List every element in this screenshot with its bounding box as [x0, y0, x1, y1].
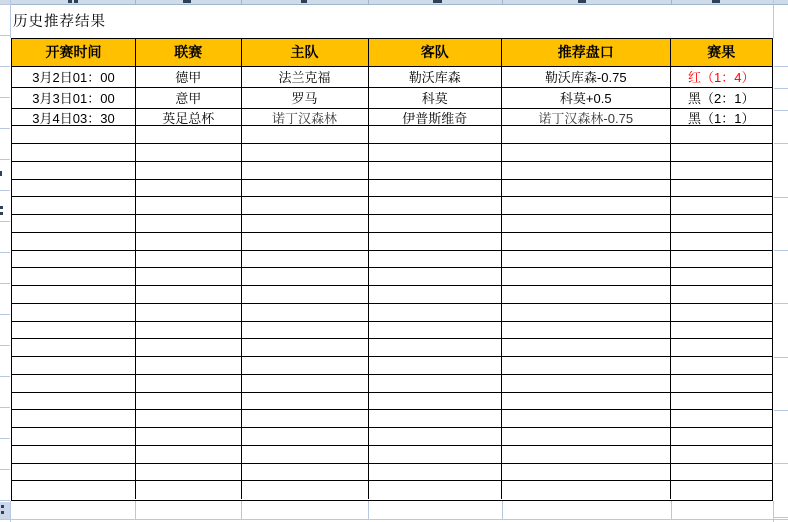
empty-cell-result[interactable]	[671, 322, 773, 339]
empty-cell-recommended-handicap[interactable]	[502, 251, 671, 268]
cell-kickoff-time[interactable]: 3月3日01：00	[12, 88, 136, 108]
cell-home-team[interactable]: 诺丁汉森林	[242, 109, 369, 126]
clipped-text-fragment	[301, 0, 307, 3]
empty-cell-recommended-handicap[interactable]	[502, 410, 671, 427]
cell-away-team[interactable]: 伊普斯维奇	[369, 109, 503, 126]
empty-cell-home-team[interactable]	[242, 286, 369, 303]
empty-cell-kickoff-time[interactable]	[12, 375, 136, 392]
clipped-text-fragment	[578, 0, 586, 3]
empty-cell-kickoff-time[interactable]	[12, 268, 136, 285]
empty-cell-league[interactable]	[136, 126, 242, 143]
empty-cell-result[interactable]	[671, 162, 773, 179]
empty-cell-kickoff-time[interactable]	[12, 322, 136, 339]
gridline	[774, 88, 788, 89]
empty-cell-away-team[interactable]	[369, 286, 503, 303]
cell-result[interactable]: 黑（2：1）	[688, 91, 755, 107]
empty-cell-recommended-handicap[interactable]	[502, 393, 671, 410]
gridline	[0, 66, 10, 67]
gridline	[773, 501, 774, 519]
empty-cell-away-team[interactable]	[369, 268, 503, 285]
empty-row	[12, 162, 772, 180]
empty-cell-league[interactable]	[136, 251, 242, 268]
empty-cell-result[interactable]	[671, 428, 773, 445]
header-cell-result[interactable]: 赛果	[671, 39, 773, 66]
empty-cell-result[interactable]	[671, 464, 773, 481]
recommendation-table	[11, 38, 773, 501]
empty-cell-league[interactable]	[136, 215, 242, 232]
empty-row	[12, 251, 772, 269]
gridline	[0, 345, 10, 346]
empty-cell-league[interactable]	[136, 180, 242, 197]
empty-cell-home-team[interactable]	[242, 197, 369, 214]
empty-cell-away-team[interactable]	[369, 339, 503, 356]
empty-cell-recommended-handicap[interactable]	[502, 428, 671, 445]
empty-cell-league[interactable]	[136, 464, 242, 481]
empty-cell-home-team[interactable]	[242, 375, 369, 392]
empty-cell-league[interactable]	[136, 428, 242, 445]
empty-cell-recommended-handicap[interactable]	[502, 215, 671, 232]
empty-cell-kickoff-time[interactable]	[12, 481, 136, 499]
gridline	[773, 0, 774, 38]
empty-cell-recommended-handicap[interactable]	[502, 322, 671, 339]
empty-cell-result[interactable]	[671, 304, 773, 321]
clipped-text-fragment	[68, 0, 72, 3]
empty-cell-home-team[interactable]	[242, 215, 369, 232]
gridline	[774, 66, 788, 67]
clipped-text-fragment	[74, 0, 78, 3]
empty-row	[12, 446, 772, 464]
empty-cell-away-team[interactable]	[369, 464, 503, 481]
empty-cell-away-team[interactable]	[369, 215, 503, 232]
empty-cell-home-team[interactable]	[242, 464, 369, 481]
empty-cell-result[interactable]	[671, 233, 773, 250]
cell-home-team[interactable]: 法兰克福	[242, 67, 369, 87]
clipped-text-fragment	[433, 0, 442, 3]
header-cell-kickoff-time[interactable]: 开赛时间	[12, 39, 136, 66]
empty-cell-kickoff-time[interactable]	[12, 410, 136, 427]
empty-cell-away-team[interactable]	[369, 304, 503, 321]
gridline	[502, 501, 503, 519]
match-row	[12, 109, 772, 127]
empty-cell-league[interactable]	[136, 357, 242, 374]
empty-row	[12, 144, 772, 162]
gridline	[0, 407, 10, 408]
empty-cell-recommended-handicap[interactable]	[502, 339, 671, 356]
gridline	[135, 501, 136, 519]
empty-cell-home-team[interactable]	[242, 251, 369, 268]
empty-cell-result[interactable]	[671, 446, 773, 463]
cell-away-team[interactable]: 勒沃库森	[369, 67, 503, 87]
cell-kickoff-time[interactable]: 3月4日03：30	[12, 109, 136, 126]
empty-cell-home-team[interactable]	[242, 126, 369, 143]
cell-league[interactable]: 英足总杯	[136, 109, 242, 126]
gridline	[0, 159, 10, 160]
empty-cell-result[interactable]	[671, 357, 773, 374]
empty-cell-recommended-handicap[interactable]	[502, 126, 671, 143]
empty-cell-league[interactable]	[136, 393, 242, 410]
gridline	[0, 376, 10, 377]
clipped-top-row	[0, 0, 788, 5]
empty-cell-league[interactable]	[136, 233, 242, 250]
empty-cell-kickoff-time[interactable]	[12, 286, 136, 303]
empty-cell-kickoff-time[interactable]	[12, 251, 136, 268]
empty-cell-kickoff-time[interactable]	[12, 233, 136, 250]
clipped-text-fragment	[712, 0, 720, 3]
empty-cell-home-team[interactable]	[242, 357, 369, 374]
gridline	[774, 143, 788, 144]
empty-cell-away-team[interactable]	[369, 144, 503, 161]
empty-row	[12, 481, 772, 499]
empty-cell-kickoff-time[interactable]	[12, 197, 136, 214]
gridline	[774, 250, 788, 251]
cell-recommended-handicap[interactable]: 诺丁汉森林-0.75	[502, 109, 671, 126]
clipped-text-fragment	[1, 505, 4, 508]
empty-cell-kickoff-time[interactable]	[12, 446, 136, 463]
empty-cell-away-team[interactable]	[369, 357, 503, 374]
empty-cell-kickoff-time[interactable]	[12, 464, 136, 481]
empty-row	[12, 233, 772, 251]
empty-cell-recommended-handicap[interactable]	[502, 268, 671, 285]
empty-row	[12, 126, 772, 144]
empty-cell-away-team[interactable]	[369, 428, 503, 445]
clipped-text-fragment	[1, 511, 4, 514]
empty-cell-result[interactable]	[671, 375, 773, 392]
empty-cell-away-team[interactable]	[369, 197, 503, 214]
empty-cell-away-team[interactable]	[369, 126, 503, 143]
gridline	[10, 501, 11, 519]
cell-recommended-handicap[interactable]: 科莫+0.5	[502, 88, 671, 108]
empty-cell-recommended-handicap[interactable]	[502, 162, 671, 179]
gridline	[0, 4, 10, 5]
empty-cell-home-team[interactable]	[242, 144, 369, 161]
table-header-row	[12, 39, 772, 67]
gridline	[0, 469, 10, 470]
empty-cell-home-team[interactable]	[242, 428, 369, 445]
header-cell-league[interactable]: 联赛	[136, 39, 242, 66]
empty-row	[12, 357, 772, 375]
clipped-text-fragment	[0, 171, 2, 176]
gridline	[241, 501, 242, 519]
gridline	[774, 110, 788, 111]
gridline	[368, 0, 369, 4]
empty-cell-league[interactable]	[136, 322, 242, 339]
empty-cell-kickoff-time[interactable]	[12, 144, 136, 161]
empty-cell-recommended-handicap[interactable]	[502, 375, 671, 392]
cell-home-team[interactable]: 罗马	[242, 88, 369, 108]
empty-cell-kickoff-time[interactable]	[12, 393, 136, 410]
empty-cell-recommended-handicap[interactable]	[502, 446, 671, 463]
empty-cell-home-team[interactable]	[242, 393, 369, 410]
empty-cell-result[interactable]	[671, 180, 773, 197]
empty-cell-league[interactable]	[136, 410, 242, 427]
empty-row	[12, 393, 772, 411]
empty-row	[12, 286, 772, 304]
empty-cell-recommended-handicap[interactable]	[502, 286, 671, 303]
empty-row	[12, 464, 772, 482]
clipped-text-fragment	[183, 0, 191, 3]
gridline	[774, 303, 788, 304]
empty-cell-result[interactable]	[671, 144, 773, 161]
sheet-title: 历史推荐结果	[13, 14, 106, 30]
gridline	[0, 221, 10, 222]
header-cell-home-team[interactable]: 主队	[242, 39, 369, 66]
empty-cell-league[interactable]	[136, 268, 242, 285]
empty-cell-kickoff-time[interactable]	[12, 428, 136, 445]
empty-row	[12, 180, 772, 198]
empty-cell-away-team[interactable]	[369, 410, 503, 427]
empty-cell-league[interactable]	[136, 144, 242, 161]
empty-cell-home-team[interactable]	[242, 322, 369, 339]
gridline	[671, 0, 672, 4]
empty-cell-result[interactable]	[671, 410, 773, 427]
empty-cell-home-team[interactable]	[242, 162, 369, 179]
empty-cell-home-team[interactable]	[242, 304, 369, 321]
empty-cell-home-team[interactable]	[242, 180, 369, 197]
empty-cell-recommended-handicap[interactable]	[502, 197, 671, 214]
cell-away-team[interactable]: 科莫	[369, 88, 503, 108]
cell-result[interactable]: 黑（1：1）	[688, 110, 755, 126]
gridline	[0, 252, 10, 253]
gridline	[671, 501, 672, 519]
empty-cell-kickoff-time[interactable]	[12, 357, 136, 374]
empty-cell-home-team[interactable]	[242, 410, 369, 427]
gridline	[774, 463, 788, 464]
empty-cell-away-team[interactable]	[369, 251, 503, 268]
empty-cell-kickoff-time[interactable]	[12, 162, 136, 179]
header-cell-recommended-handicap[interactable]: 推荐盘口	[502, 39, 671, 66]
empty-cell-recommended-handicap[interactable]	[502, 304, 671, 321]
gridline	[0, 500, 10, 501]
empty-cell-result[interactable]	[671, 339, 773, 356]
empty-cell-kickoff-time[interactable]	[12, 304, 136, 321]
empty-cell-home-team[interactable]	[242, 481, 369, 499]
gridline	[0, 314, 10, 315]
empty-row	[12, 215, 772, 233]
empty-cell-away-team[interactable]	[369, 233, 503, 250]
empty-cell-recommended-handicap[interactable]	[502, 357, 671, 374]
empty-cell-recommended-handicap[interactable]	[502, 180, 671, 197]
empty-cell-kickoff-time[interactable]	[12, 180, 136, 197]
empty-cell-league[interactable]	[136, 162, 242, 179]
empty-cell-recommended-handicap[interactable]	[502, 464, 671, 481]
empty-cell-league[interactable]	[136, 197, 242, 214]
gridline	[0, 283, 10, 284]
gridline	[10, 0, 11, 38]
gridline	[502, 0, 503, 4]
empty-row	[12, 428, 772, 446]
empty-cell-league[interactable]	[136, 304, 242, 321]
gridline	[135, 0, 136, 4]
empty-cell-away-team[interactable]	[369, 375, 503, 392]
empty-cell-result[interactable]	[671, 215, 773, 232]
cell-recommended-handicap[interactable]: 勒沃库森-0.75	[502, 67, 671, 87]
gridline	[774, 197, 788, 198]
empty-cell-league[interactable]	[136, 481, 242, 499]
empty-cell-recommended-handicap[interactable]	[502, 144, 671, 161]
empty-cell-league[interactable]	[136, 446, 242, 463]
clipped-text-fragment	[0, 206, 3, 209]
cell-result[interactable]: 红（1：4）	[688, 70, 755, 86]
empty-cell-result[interactable]	[671, 126, 773, 143]
gridline	[0, 97, 10, 98]
empty-cell-league[interactable]	[136, 339, 242, 356]
cell-league[interactable]: 德甲	[136, 67, 242, 87]
empty-row	[12, 322, 772, 340]
gridline	[368, 501, 369, 519]
empty-cell-recommended-handicap[interactable]	[502, 481, 671, 499]
gridline	[0, 35, 10, 36]
empty-cell-result[interactable]	[671, 393, 773, 410]
empty-cell-kickoff-time[interactable]	[12, 215, 136, 232]
empty-row	[12, 339, 772, 357]
cell-kickoff-time[interactable]: 3月2日01：00	[12, 67, 136, 87]
clipped-text-fragment	[0, 212, 3, 215]
empty-row	[12, 410, 772, 428]
cell-league[interactable]: 意甲	[136, 88, 242, 108]
header-cell-away-team[interactable]: 客队	[369, 39, 503, 66]
empty-cell-home-team[interactable]	[242, 268, 369, 285]
empty-cell-recommended-handicap[interactable]	[502, 233, 671, 250]
empty-cell-result[interactable]	[671, 286, 773, 303]
gridline	[774, 517, 788, 518]
empty-cell-result[interactable]	[671, 481, 773, 499]
empty-cell-away-team[interactable]	[369, 322, 503, 339]
empty-cell-home-team[interactable]	[242, 446, 369, 463]
empty-cell-away-team[interactable]	[369, 180, 503, 197]
empty-row	[12, 197, 772, 215]
empty-cell-home-team[interactable]	[242, 339, 369, 356]
empty-cell-away-team[interactable]	[369, 481, 503, 499]
empty-cell-away-team[interactable]	[369, 446, 503, 463]
empty-cell-kickoff-time[interactable]	[12, 339, 136, 356]
match-row	[12, 88, 772, 109]
gridline	[0, 519, 788, 520]
empty-cell-away-team[interactable]	[369, 393, 503, 410]
empty-cell-result[interactable]	[671, 197, 773, 214]
empty-row	[12, 375, 772, 393]
gridline	[0, 438, 10, 439]
empty-cell-kickoff-time[interactable]	[12, 126, 136, 143]
gridline	[241, 0, 242, 4]
empty-row	[12, 268, 772, 286]
gridline	[0, 128, 10, 129]
match-row	[12, 67, 772, 88]
empty-cell-league[interactable]	[136, 375, 242, 392]
empty-cell-away-team[interactable]	[369, 162, 503, 179]
empty-row	[12, 304, 772, 322]
empty-cell-league[interactable]	[136, 286, 242, 303]
empty-cell-result[interactable]	[671, 268, 773, 285]
empty-cell-home-team[interactable]	[242, 233, 369, 250]
gridline	[774, 410, 788, 411]
gridline	[0, 190, 10, 191]
empty-cell-result[interactable]	[671, 251, 773, 268]
gridline	[774, 357, 788, 358]
